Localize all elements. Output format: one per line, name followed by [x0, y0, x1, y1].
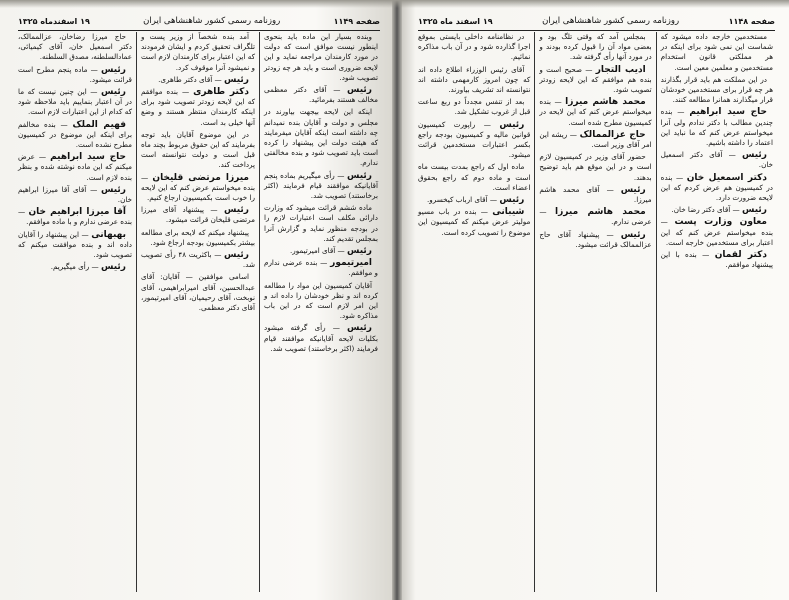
paragraph-text: آقایان کمیسیون این مواد را مطالعه کرده اند و نظر خودشان را داده اند و این امر لازم است که در این باب مذاکره شود. [264, 280, 378, 321]
paragraph-text: در این مملکت هم باید قرار بگذارند هر چه قرار برای مستخدمین خودشان قرار میگذارند همانرا مطالعه کنند. [660, 74, 773, 105]
paragraph-text: — بنده موافقم که این لایحه زودتر تصویب شود برای اینکه کارمندان منتظر هستند و وضع آنها خیلی بد است. [141, 87, 255, 127]
speaker-name: بهبهانی [91, 229, 126, 240]
paragraph-text: — بنده در کمیسیون هم عرض کردم که این لایحه ضرورت دارد. [660, 172, 773, 203]
paragraph-text: — آقای ارباب کیخسرو. [427, 195, 498, 205]
paragraph [264, 246, 378, 256]
paragraph [18, 152, 132, 183]
speaker-name: ادیب التجار [595, 64, 646, 75]
gazette-title: روزنامه رسمی کشور شاهنشاهی ایران [542, 16, 680, 26]
speaker-name: امیرتیمور [330, 258, 372, 269]
text-column [260, 32, 382, 592]
paragraph [264, 203, 378, 244]
speaker-name: رئیس [224, 250, 249, 261]
speaker-name: رئیس [347, 323, 372, 334]
paragraph [418, 97, 530, 117]
speaker-name: میرزا مرتضی قلیخان [152, 172, 249, 183]
book-gutter [392, 0, 402, 600]
speaker-name: رئیس [742, 205, 767, 216]
paragraph-text: بعد از تنفس مجدداً دو ربع ساعت قبل از غروب تشکیل شد. [418, 97, 531, 117]
paragraph-text: — ماده پنجم مطرح است قرائت میشود. [18, 64, 132, 84]
speaker-name: دکتر طاهری [193, 87, 249, 98]
speaker-name: رئیس [224, 74, 249, 85]
paragraph [661, 205, 773, 215]
speaker-name: رئیس [347, 85, 372, 96]
paragraph [141, 250, 255, 270]
paragraph [18, 87, 132, 118]
left-page-header [18, 14, 380, 31]
paragraph [539, 207, 651, 227]
speaker-name: رئیس [101, 64, 126, 75]
left-page [0, 0, 394, 600]
paragraph [264, 281, 378, 322]
paragraph-text: — این چنین نیست که ما در آن اعتبار بنماییم باید ملاحظه شود که کدام از این اعتبارات لازم است. [18, 87, 132, 117]
paragraph [539, 32, 651, 63]
speaker-name: رئیس [499, 119, 525, 130]
paragraph-text: — بنده مخالفم برای اینکه این موضوع در کمیسیون مطرح نشده است. [18, 119, 132, 150]
speaker-name: رئیس [101, 184, 126, 195]
paragraph-text: — آقای محمد هاشم میرزا. [539, 184, 652, 205]
paragraph-text: — عرضی ندارم. [539, 207, 652, 227]
gazette-title: روزنامه رسمی کشور شاهنشاهی ایران [143, 16, 281, 26]
paragraph [661, 173, 773, 204]
paragraph-text: — پیشنهاد آقای میرزا مرتضی قلیخان قرائت میشود. [141, 205, 255, 225]
paragraph-text: — آقای دکتر رضا خان. [671, 205, 740, 215]
paragraph-text: — راپورت کمیسیون قوانین مالیه و کمیسیون بودجه راجع بکسر اعتبارات مستخدمین قرائت میشود. [418, 119, 531, 160]
paragraph-text: — ریشه این امر آقای وزیر است. [539, 129, 652, 150]
text-column [14, 32, 137, 592]
paragraph [141, 32, 255, 73]
paragraph [418, 32, 530, 63]
paragraph [418, 65, 530, 96]
paragraph [264, 323, 378, 354]
paragraph-text: — پیشنهاد آقای حاج عزالممالک قرائت میشود. [539, 229, 652, 249]
paragraph [661, 217, 773, 248]
paragraph-text: — رأی میگیریم. [50, 262, 99, 272]
speaker-name: دکتر لقمان [714, 250, 767, 261]
paragraph-text: حاج میرزا رضاخان، عزالممالک، دکتر اسمعیل خان، آقای کیمیائی، عمادالسلطنه، مصدق السلطنه. [18, 32, 132, 62]
paragraph-text: — آقای آقا میرزا ابراهیم خان. [18, 184, 132, 205]
speaker-name: حاج عزالممالک [579, 129, 646, 140]
text-column [657, 32, 777, 592]
paragraph [264, 171, 378, 202]
issue-date: ۱۹ اسفند ماه ۱۳۲۵ [418, 16, 493, 26]
paragraph-text: — آقای امیرتیمور. [289, 246, 345, 256]
paragraph-text: آمد بنده شخصاً از وزیر پست و تلگراف تحقیق کردم و ایشان فرمودند که این اعتبار برای کارمندان لازم است و نمیشود آنرا موقوف کرد. [141, 32, 255, 72]
text-column [535, 32, 656, 592]
paragraph-text: اینکه این لایحه بیجهت بیاورند در مجلس و دولت و آقایان بنده نمیدانم چه داشته است اینکه آقایان میفرمایند که هیئت دولت این پیشنهاد را کرده است باید تصویب شود و بنده مخالفتی ندارم. [264, 107, 378, 168]
right-page-header [418, 14, 775, 31]
paragraph [141, 75, 255, 85]
paragraph [418, 162, 530, 193]
speaker-name: دکتر اسمعیل خان [686, 172, 767, 183]
paragraph [539, 130, 651, 150]
paragraph [18, 65, 132, 85]
paragraph [141, 173, 255, 204]
paragraph [661, 75, 773, 106]
paragraph-text: — بنده میخواستم عرض کنم که این لایحه در کمیسیون مطرح شده است. [539, 97, 652, 127]
speaker-name: رئیس [499, 195, 525, 206]
paragraph-text: — بنده با این پیشنهاد موافقم. [660, 250, 773, 270]
speaker-name: محمد هاشم میرزا [565, 97, 646, 108]
paragraph [141, 205, 255, 225]
speaker-name: معاون وزارت پست [674, 217, 767, 228]
paragraph [264, 107, 378, 168]
paragraph-text: — آقای دکتر معظمی مخالف هستند بفرمائید. [264, 85, 378, 105]
paragraph [18, 32, 132, 63]
left-page-columns [14, 32, 382, 592]
paragraph [539, 185, 651, 205]
paragraph-text: — این پیشنهاد را آقایان داده اند و بنده موافقت میکنم که تصویب شود. [18, 229, 132, 260]
paragraph [18, 185, 132, 205]
scan-shadow [0, 0, 789, 8]
speaker-name: محمد هاشم میرزا [555, 207, 646, 218]
paragraph-text: وبنده بسیار این ماده باید بنحوی اینطور نیست موافق است که دولت در مورد کارمندان مراجعه نماید و این لایحه ضروری است و باید هر چه زودتر تصویب شود. [264, 32, 378, 82]
page-number: صفحه ۱۱۴۹ [333, 16, 380, 26]
paragraph-text: در این موضوع آقایان باید توجه بفرمایند که این حقوق مربوط بچند ماه قبل است و دولت نتوانسته است پرداخت کند. [141, 129, 255, 170]
paragraph [539, 97, 651, 128]
page-number: صفحه ۱۱۴۸ [728, 16, 775, 26]
paragraph [141, 272, 255, 313]
paragraph [264, 85, 378, 105]
speaker-name: رئیس [347, 170, 372, 181]
paragraph-text: — آقای دکتر اسمعیل خان. [660, 150, 773, 170]
paragraph [418, 207, 530, 238]
paragraph-text: ماده اول که راجع بمدت بیست ماه است و ماده دوم که راجع بحقوق اعضاء است. [418, 162, 531, 192]
speaker-name: فهیم الملک [72, 119, 126, 130]
speaker-name: رئیس [620, 229, 646, 240]
paragraph [141, 87, 255, 128]
paragraph [661, 150, 773, 170]
speaker-name: رئیس [101, 87, 126, 98]
paragraph-text: مستخدمین خارجه داده میشود که شماست این نمی شود برای اینکه در هر مملکتی قانون استخدام مستخدمین و معلمین معین است. [660, 32, 773, 72]
paragraph-text: آقای رئیس الوزراء اطلاع داده اند که چون امروز کارمهمی داشته اند نتوانسته اند تشریف بیاورند. [418, 64, 531, 95]
paragraph-text: — آقای دکتر طاهری. [158, 74, 222, 84]
paragraph-text: — بنده میخواستم عرض کنم که این لایحه را خوب است بکمیسیون ارجاع کنیم. [141, 172, 255, 203]
paragraph [661, 250, 773, 270]
paragraph [418, 195, 530, 205]
paragraph [539, 152, 651, 183]
issue-date: ۱۹ اسفندماه ۱۳۲۵ [18, 16, 90, 26]
paragraph-text: اسامی موافقین — آقایان: آقای عبدالحسین، آقای امیرابراهیمی، آقای نوبخت، آقای رحیمیان، آقای امیرتیمور، آقای دکتر معظمی. [141, 272, 255, 313]
speaker-name: رئیس [742, 150, 767, 161]
paragraph [141, 130, 255, 171]
speaker-name: شیبانی [492, 207, 525, 218]
speaker-name: حاج سید ابراهیم [50, 152, 126, 163]
paragraph-text: — بنده میخواستم عرض کنم که این اعتبار برای مستخدمین خارجه است. [660, 217, 773, 247]
paragraph-text: — رأی گرفته میشود بکلیات لایحه آقایانیکه موافقند قیام فرمایند (اکثر برخاستند) تصویب شد. [264, 323, 378, 353]
right-page-columns [414, 32, 777, 592]
paragraph [264, 258, 378, 278]
paragraph-text: — بنده عرضی ندارم و موافقم. [264, 258, 378, 278]
paragraph [418, 120, 530, 161]
speaker-name: رئیس [347, 246, 372, 257]
paragraph-text: — بنده چندین مطالب با دکتر ندادم ولی آنرا میخواستم عرض کنم که ما نباید این اعتماد را داشته باشیم. [660, 107, 773, 148]
paragraph [18, 262, 132, 272]
text-column [137, 32, 260, 592]
right-page [400, 0, 789, 600]
paragraph-text: — بنده عرضی ندارم و با ماده موافقم. [18, 207, 132, 227]
paragraph [18, 207, 132, 227]
speaker-name: آقا میرزا ابراهیم خان [28, 207, 126, 218]
paragraph [661, 32, 773, 73]
text-column [414, 32, 535, 592]
paragraph [539, 65, 651, 96]
paragraph [141, 228, 255, 248]
paragraph-text: — صحیح است و بنده هم موافقم که این لایحه زودتر تصویب شود. [539, 64, 652, 95]
paragraph-text: — باکثریت ۴۸ رأی تصویب شد. [141, 250, 255, 270]
speaker-name: رئیس [224, 205, 249, 216]
paragraph-text: در نظامنامه داخلی بایستی بموقع اجرا گذارده شود و در آن باب مذاکره نمائیم. [418, 32, 531, 62]
paragraph-text: — عرض میکنم که این ماده نوشته شده و بنظر بنده لازم است. [18, 152, 132, 182]
speaker-name: رئیس [101, 262, 126, 273]
paragraph-text: — بنده در باب مسیو مولیتر عرض میکنم که کمیسیون این موضوع را تصویب کرده است. [418, 207, 531, 237]
speaker-name: حاج سید ابراهیم [689, 107, 767, 118]
paragraph [264, 32, 378, 83]
paragraph-text: بمجلس آمد که وقتی تلگ بود و بعضی مواد آن را قبول کرده بودند و در مورد آنها رأی گرفته شد. [539, 32, 652, 62]
speaker-name: رئیس [620, 184, 646, 195]
paragraph-text: پیشنهاد میکنم که لایحه برای مطالعه بیشتر بکمیسیون بودجه ارجاع شود. [141, 227, 255, 247]
paragraph-text: حضور آقای وزیر در کمیسیون لازم است و در این موقع هم باید توضیح بدهند. [539, 152, 652, 182]
paragraph [18, 120, 132, 151]
paragraph [539, 230, 651, 250]
paragraph [661, 107, 773, 148]
paragraph-text: — رأی میگیریم بماده پنجم آقایانیکه موافقند قیام فرمایند (اکثر برخاستند) تصویب شد. [264, 170, 378, 201]
paragraph-text: ماده ششم قرائت میشود که وزارت دارائی مکلف است اعتبارات لازم را در بودجه منظور نماید و گزارش آنرا بمجلس تقدیم کند. [264, 203, 378, 243]
paragraph [18, 230, 132, 261]
